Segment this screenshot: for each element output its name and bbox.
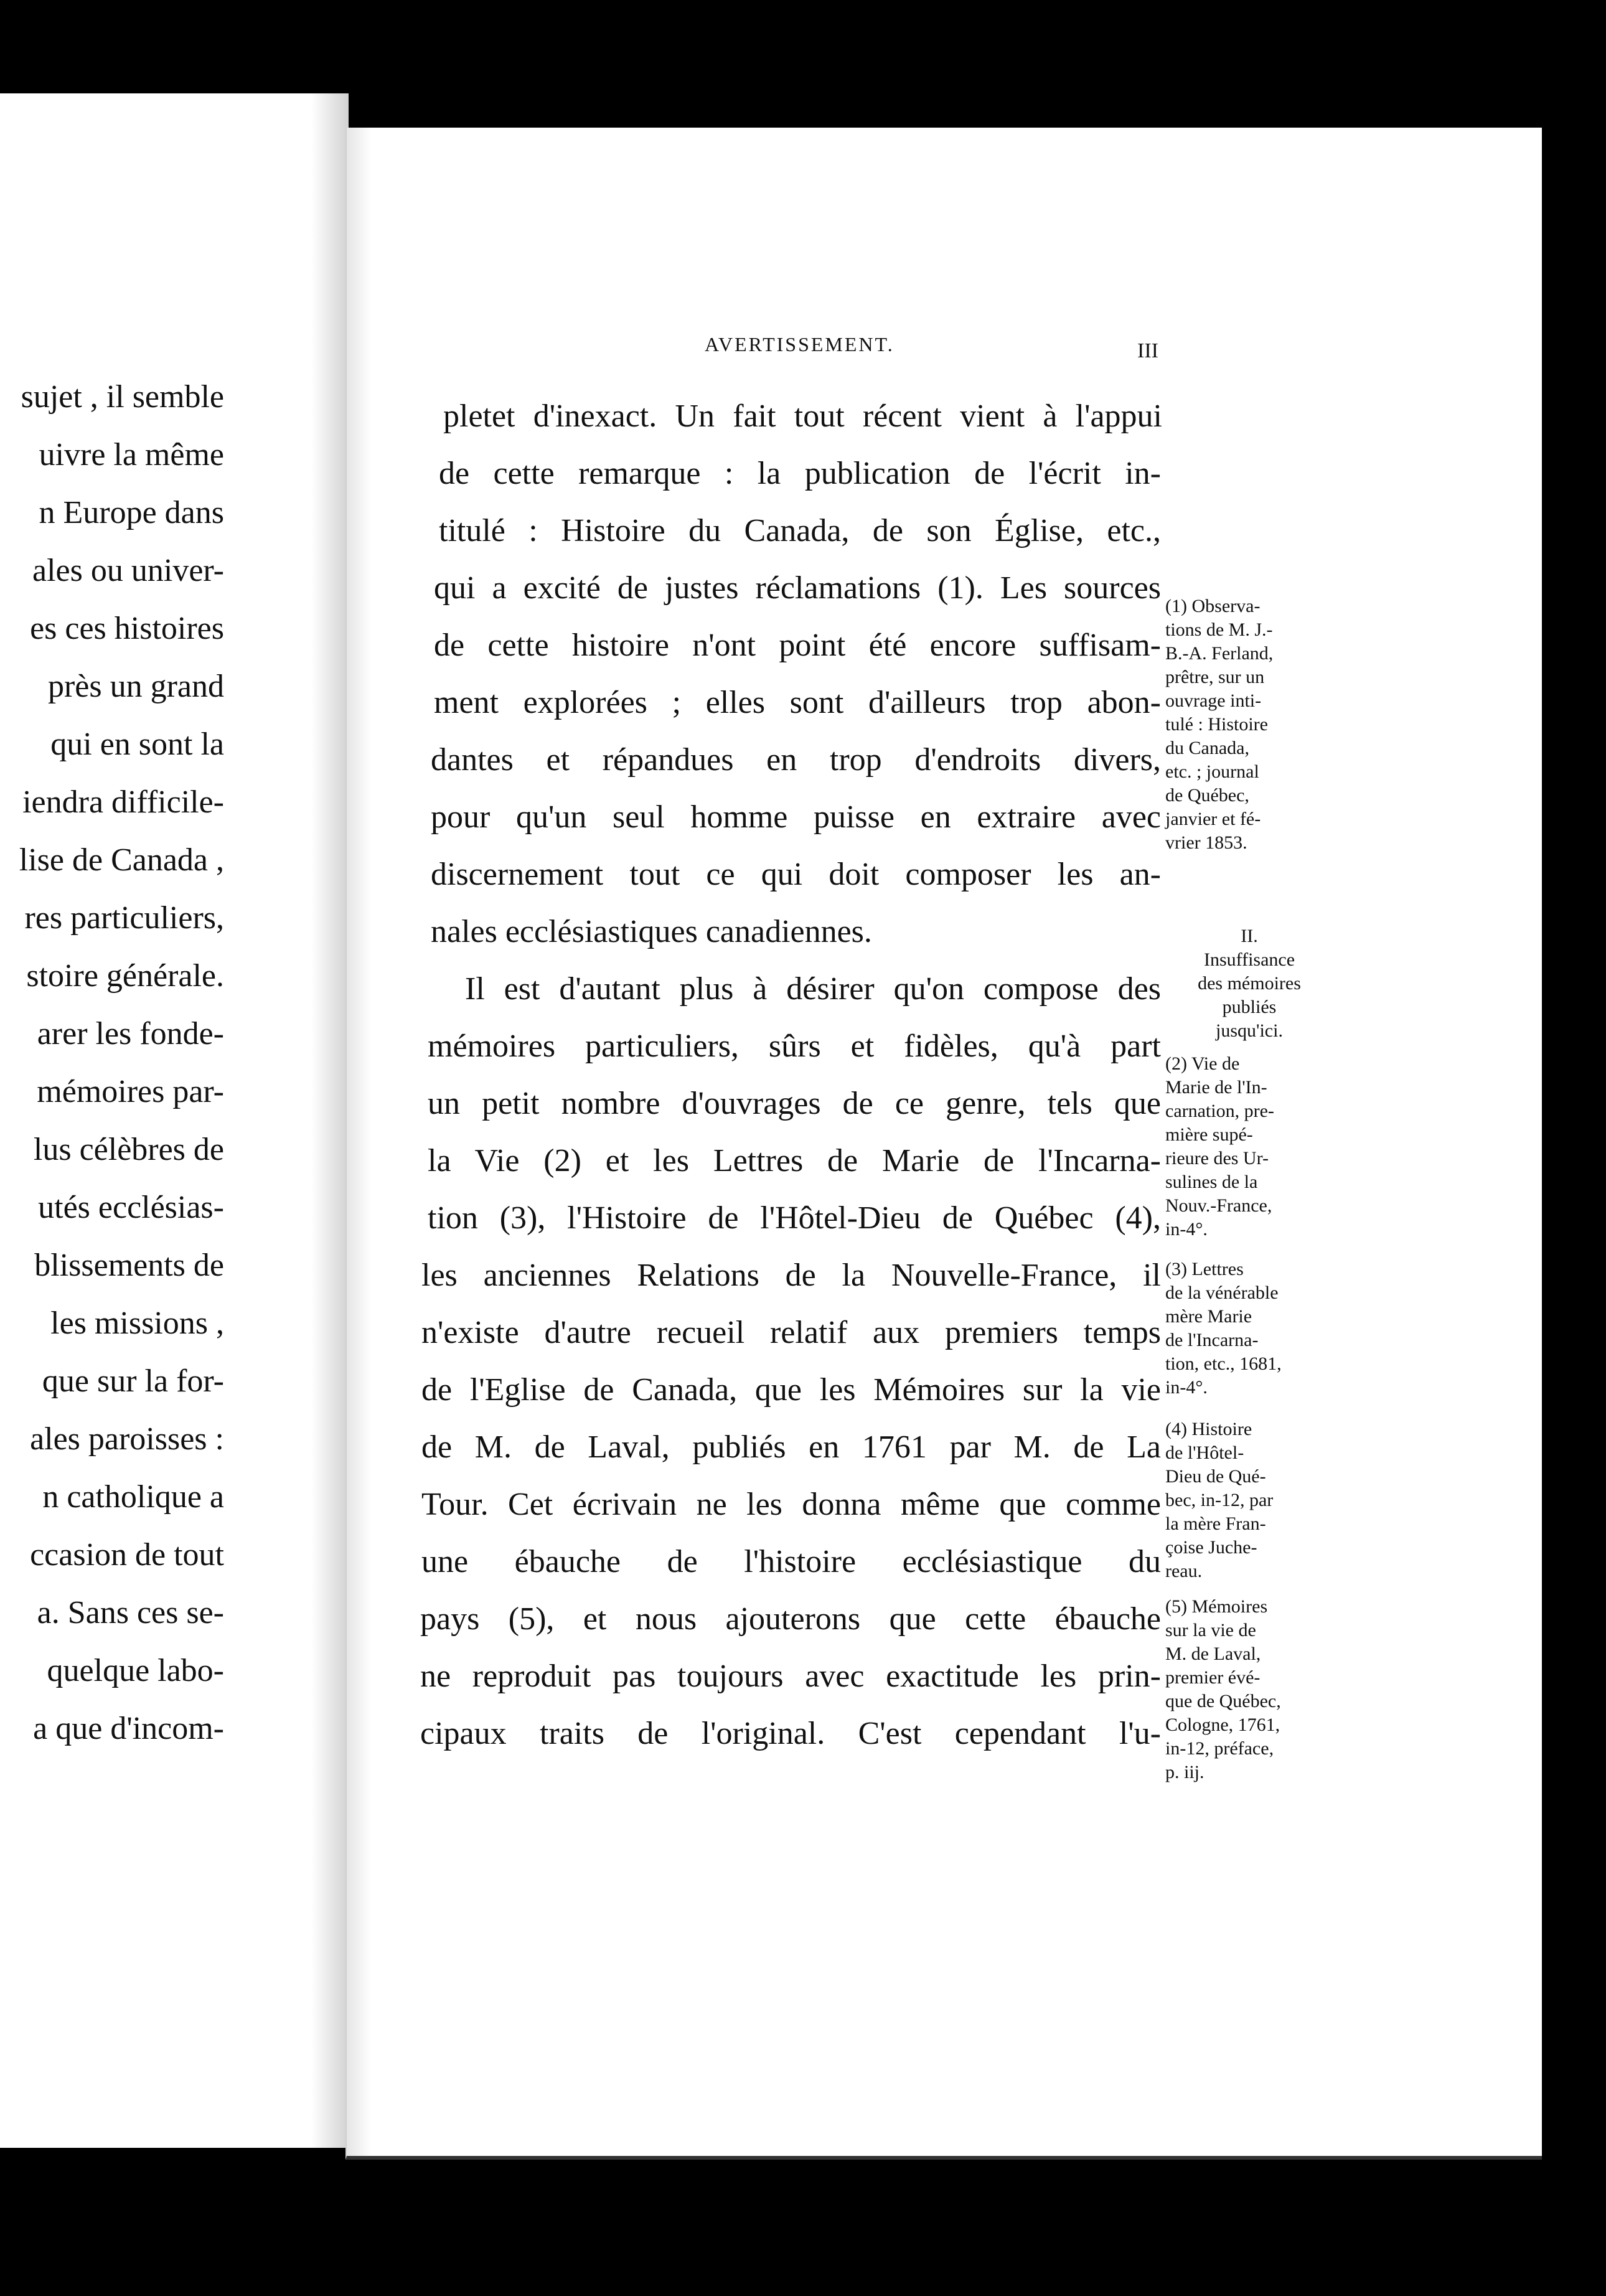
left-page-line: res particuliers,	[24, 900, 224, 936]
left-page-line: ales ou univer-	[32, 553, 224, 588]
body-line: pletet d'inexact. Un fait tout récent vient à l'appui	[443, 398, 1162, 434]
margin-note-4: (4) Histoire de l'Hôtel- Dieu de Qué- bec, in-12, par la mère Fran- çoise Juche- reau.	[1165, 1419, 1274, 1581]
body-line: dantes et répandues en trop d'endroits divers,	[431, 742, 1161, 778]
left-page-line: a que d'incom-	[33, 1711, 224, 1746]
left-page-line: n catholique a	[42, 1479, 224, 1515]
body-line: pour qu'un seul homme puisse en extraire avec	[431, 799, 1161, 835]
margin-note-1: (1) Observa- tions de M. J.- B.-A. Ferland, prêtre, sur un ouvrage inti- tulé : Histoire du Canada, etc. ; journal de Québec, janvier et fé- vrier 1853.	[1165, 596, 1274, 853]
body-line: pays (5), et nous ajouterons que cette ébauche	[420, 1601, 1161, 1637]
body-line: titulé : Histoire du Canada, de son Église, etc.,	[439, 513, 1161, 548]
section-number: II.	[1241, 926, 1258, 946]
body-line: Il est d'autant plus à désirer qu'on compose des	[465, 971, 1161, 1007]
left-page-line: que sur la for-	[42, 1363, 224, 1399]
right-page	[345, 128, 1542, 2160]
body-line: mémoires particuliers, sûrs et fidèles, qu'à part	[428, 1028, 1161, 1064]
left-page-line: sujet , il semble	[21, 379, 224, 415]
body-line: qui a excité de justes réclamations (1). Les sources	[434, 570, 1161, 606]
margin-note-3: (3) Lettres de la vénérable mère Marie de l'Incarna- tion, etc., 1681, in-4°.	[1165, 1259, 1282, 1398]
body-line: cipaux traits de l'original. C'est cependant l'u-	[420, 1716, 1161, 1751]
body-line: un petit nombre d'ouvrages de ce genre, tels que	[428, 1086, 1161, 1121]
left-page-line: lus célèbres de	[33, 1132, 224, 1167]
body-line: une ébauche de l'histoire ecclésiastique du	[421, 1544, 1161, 1579]
left-page-line: utés ecclésias-	[38, 1190, 224, 1225]
left-page-line: uivre la même	[39, 437, 224, 473]
left-page-line: les missions ,	[50, 1306, 224, 1341]
body-line: discernement tout ce qui doit composer les an-	[431, 857, 1161, 892]
body-line: Tour. Cet écrivain ne les donna même que comme	[421, 1487, 1161, 1522]
left-page-fragment	[0, 93, 349, 2148]
margin-note-5: (5) Mémoires sur la vie de M. de Laval, premier évé- que de Québec, Cologne, 1761, in-12, préface, p. iij.	[1165, 1596, 1281, 1782]
body-line: ne reproduit pas toujours avec exactitude les prin-	[420, 1658, 1161, 1694]
left-page-line: lise de Canada ,	[19, 842, 224, 878]
left-page-line: ales paroisses :	[30, 1421, 224, 1457]
left-page-line: qui en sont la	[50, 727, 224, 762]
body-line: n'existe d'autre recueil relatif aux premiers temps	[421, 1315, 1161, 1350]
left-page-line: mémoires par-	[37, 1074, 224, 1109]
body-line: les anciennes Relations de la Nouvelle-France, il	[421, 1258, 1161, 1293]
left-page-line: es ces histoires	[30, 611, 224, 646]
body-line: de cette histoire n'ont point été encore suffisam-	[434, 628, 1161, 663]
body-line: nales ecclésiastiques canadiennes.	[431, 914, 872, 949]
left-page-line: quelque labo-	[47, 1653, 224, 1688]
body-line: de l'Eglise de Canada, que les Mémoires sur la vie	[421, 1372, 1161, 1408]
left-page-line: près un grand	[47, 669, 224, 704]
left-page-line: n Europe dans	[39, 495, 224, 530]
left-page-line: a. Sans ces se-	[37, 1595, 224, 1630]
margin-note-2: (2) Vie de Marie de l'In- carnation, pre- mière supé- rieure des Ur- sulines de la Nouv.-France, in-4°.	[1165, 1053, 1274, 1240]
left-page-line: stoire générale.	[26, 958, 224, 994]
body-line: de M. de Laval, publiés en 1761 par M. de La	[421, 1429, 1161, 1465]
left-page-line: iendra difficile-	[22, 784, 224, 820]
left-page-line: arer les fonde-	[37, 1016, 224, 1052]
left-page-line: ccasion de tout	[30, 1537, 224, 1573]
body-line: la Vie (2) et les Lettres de Marie de l'Incarna-	[428, 1143, 1161, 1179]
section-title: Insuffisance des mémoires publiés jusqu'ici.	[1198, 949, 1301, 1041]
left-page-line: blissements de	[34, 1248, 224, 1283]
running-head: AVERTISSEMENT.	[705, 333, 895, 355]
body-line: ment explorées ; elles sont d'ailleurs trop abon-	[434, 685, 1161, 720]
body-line: tion (3), l'Histoire de l'Hôtel-Dieu de Québec (4),	[428, 1200, 1161, 1236]
body-line: de cette remarque : la publication de l'écrit in-	[439, 456, 1161, 491]
page-number: III	[1137, 339, 1158, 362]
